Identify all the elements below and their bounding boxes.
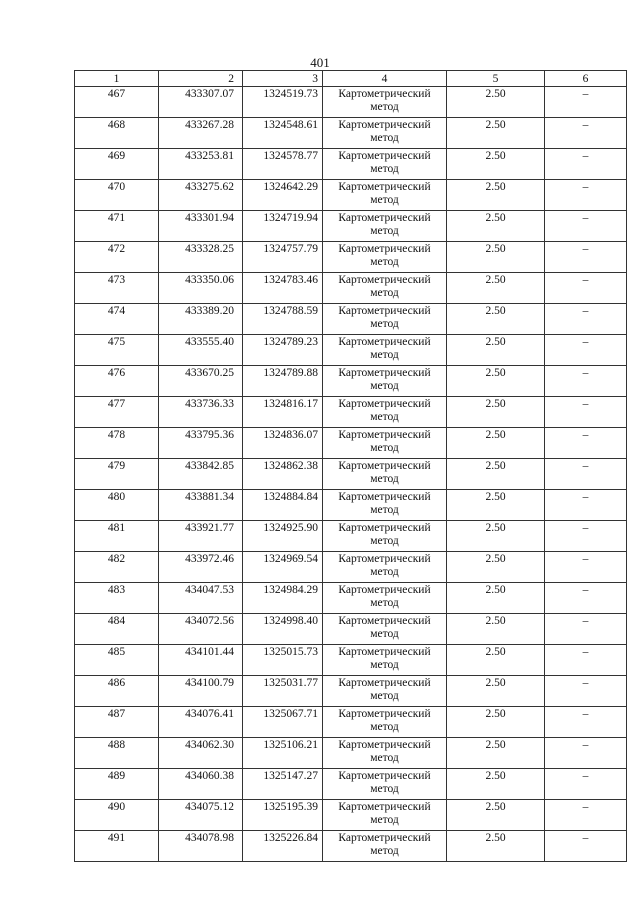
x-coordinate-cell: 433301.94 [159, 211, 243, 242]
y-coordinate-cell: 1325031.77 [243, 676, 323, 707]
x-coordinate-cell: 434076.41 [159, 707, 243, 738]
x-coordinate-cell: 433275.62 [159, 180, 243, 211]
note-cell: – [545, 676, 627, 707]
accuracy-cell: 2.50 [447, 211, 545, 242]
accuracy-cell: 2.50 [447, 366, 545, 397]
y-coordinate-cell: 1324925.90 [243, 521, 323, 552]
method-cell: Картометрический метод [323, 149, 447, 180]
accuracy-cell: 2.50 [447, 707, 545, 738]
point-number-cell: 476 [75, 366, 159, 397]
table-row [75, 738, 627, 769]
table-row [75, 552, 627, 583]
point-number-cell: 487 [75, 707, 159, 738]
note-cell: – [545, 707, 627, 738]
point-number-cell: 474 [75, 304, 159, 335]
method-cell: Картометрический метод [323, 335, 447, 366]
note-cell: – [545, 273, 627, 304]
x-coordinate-cell: 433350.06 [159, 273, 243, 304]
y-coordinate-cell: 1324816.17 [243, 397, 323, 428]
method-cell: Картометрический метод [323, 273, 447, 304]
accuracy-cell: 2.50 [447, 645, 545, 676]
accuracy-cell: 2.50 [447, 676, 545, 707]
table-row [75, 831, 627, 862]
note-cell: – [545, 800, 627, 831]
table-row [75, 87, 627, 118]
note-cell: – [545, 428, 627, 459]
point-number-cell: 472 [75, 242, 159, 273]
method-cell: Картометрический метод [323, 552, 447, 583]
y-coordinate-cell: 1324998.40 [243, 614, 323, 645]
note-cell: – [545, 769, 627, 800]
y-coordinate-cell: 1325226.84 [243, 831, 323, 862]
point-number-cell: 490 [75, 800, 159, 831]
accuracy-cell: 2.50 [447, 769, 545, 800]
accuracy-cell: 2.50 [447, 738, 545, 769]
table-row [75, 614, 627, 645]
coordinates-table [74, 70, 627, 862]
accuracy-cell: 2.50 [447, 242, 545, 273]
y-coordinate-cell: 1324642.29 [243, 180, 323, 211]
y-coordinate-cell: 1325147.27 [243, 769, 323, 800]
note-cell: – [545, 149, 627, 180]
point-number-cell: 473 [75, 273, 159, 304]
x-coordinate-cell: 433881.34 [159, 490, 243, 521]
note-cell: – [545, 490, 627, 521]
table-row [75, 273, 627, 304]
x-coordinate-cell: 433670.25 [159, 366, 243, 397]
method-cell: Картометрический метод [323, 800, 447, 831]
point-number-cell: 468 [75, 118, 159, 149]
x-coordinate-cell: 434100.79 [159, 676, 243, 707]
method-cell: Картометрический метод [323, 459, 447, 490]
note-cell: – [545, 87, 627, 118]
accuracy-cell: 2.50 [447, 800, 545, 831]
table-body [75, 87, 627, 862]
x-coordinate-cell: 434075.12 [159, 800, 243, 831]
method-cell: Картометрический метод [323, 676, 447, 707]
table-row [75, 583, 627, 614]
x-coordinate-cell: 433795.36 [159, 428, 243, 459]
y-coordinate-cell: 1324969.54 [243, 552, 323, 583]
x-coordinate-cell: 434062.30 [159, 738, 243, 769]
table-row [75, 304, 627, 335]
table-row [75, 118, 627, 149]
accuracy-cell: 2.50 [447, 490, 545, 521]
method-cell: Картометрический метод [323, 397, 447, 428]
point-number-cell: 469 [75, 149, 159, 180]
method-cell: Картометрический метод [323, 645, 447, 676]
column-header-1: 1 [75, 71, 159, 87]
point-number-cell: 483 [75, 583, 159, 614]
x-coordinate-cell: 434072.56 [159, 614, 243, 645]
x-coordinate-cell: 434078.98 [159, 831, 243, 862]
point-number-cell: 488 [75, 738, 159, 769]
note-cell: – [545, 180, 627, 211]
x-coordinate-cell: 433555.40 [159, 335, 243, 366]
table-row [75, 335, 627, 366]
accuracy-cell: 2.50 [447, 428, 545, 459]
point-number-cell: 481 [75, 521, 159, 552]
point-number-cell: 491 [75, 831, 159, 862]
accuracy-cell: 2.50 [447, 180, 545, 211]
point-number-cell: 477 [75, 397, 159, 428]
y-coordinate-cell: 1324789.23 [243, 335, 323, 366]
method-cell: Картометрический метод [323, 180, 447, 211]
x-coordinate-cell: 433253.81 [159, 149, 243, 180]
method-cell: Картометрический метод [323, 304, 447, 335]
note-cell: – [545, 397, 627, 428]
method-cell: Картометрический метод [323, 242, 447, 273]
method-cell: Картометрический метод [323, 211, 447, 242]
x-coordinate-cell: 433307.07 [159, 87, 243, 118]
y-coordinate-cell: 1324789.88 [243, 366, 323, 397]
column-header-5: 5 [447, 71, 545, 87]
method-cell: Картометрический метод [323, 769, 447, 800]
note-cell: – [545, 831, 627, 862]
table-row [75, 397, 627, 428]
table-row [75, 769, 627, 800]
table-row [75, 645, 627, 676]
y-coordinate-cell: 1324578.77 [243, 149, 323, 180]
note-cell: – [545, 366, 627, 397]
column-header-2: 2 [159, 71, 243, 87]
table-row [75, 707, 627, 738]
point-number-cell: 478 [75, 428, 159, 459]
method-cell: Картометрический метод [323, 118, 447, 149]
point-number-cell: 485 [75, 645, 159, 676]
point-number-cell: 475 [75, 335, 159, 366]
column-header-6: 6 [545, 71, 627, 87]
x-coordinate-cell: 434060.38 [159, 769, 243, 800]
note-cell: – [545, 211, 627, 242]
note-cell: – [545, 459, 627, 490]
y-coordinate-cell: 1324519.73 [243, 87, 323, 118]
x-coordinate-cell: 433842.85 [159, 459, 243, 490]
point-number-cell: 486 [75, 676, 159, 707]
y-coordinate-cell: 1324984.29 [243, 583, 323, 614]
point-number-cell: 489 [75, 769, 159, 800]
note-cell: – [545, 335, 627, 366]
x-coordinate-cell: 433328.25 [159, 242, 243, 273]
point-number-cell: 479 [75, 459, 159, 490]
method-cell: Картометрический метод [323, 521, 447, 552]
x-coordinate-cell: 433921.77 [159, 521, 243, 552]
accuracy-cell: 2.50 [447, 397, 545, 428]
accuracy-cell: 2.50 [447, 87, 545, 118]
column-header-3: 3 [243, 71, 323, 87]
note-cell: – [545, 304, 627, 335]
table-row [75, 149, 627, 180]
accuracy-cell: 2.50 [447, 335, 545, 366]
table-row [75, 366, 627, 397]
table-row [75, 800, 627, 831]
x-coordinate-cell: 433972.46 [159, 552, 243, 583]
column-header-4: 4 [323, 71, 447, 87]
y-coordinate-cell: 1324884.84 [243, 490, 323, 521]
method-cell: Картометрический метод [323, 490, 447, 521]
y-coordinate-cell: 1325015.73 [243, 645, 323, 676]
page-number: 401 [310, 55, 330, 70]
accuracy-cell: 2.50 [447, 118, 545, 149]
note-cell: – [545, 738, 627, 769]
method-cell: Картометрический метод [323, 614, 447, 645]
y-coordinate-cell: 1325067.71 [243, 707, 323, 738]
table-row [75, 180, 627, 211]
x-coordinate-cell: 434047.53 [159, 583, 243, 614]
accuracy-cell: 2.50 [447, 459, 545, 490]
y-coordinate-cell: 1324836.07 [243, 428, 323, 459]
method-cell: Картометрический метод [323, 583, 447, 614]
y-coordinate-cell: 1324757.79 [243, 242, 323, 273]
table-row [75, 428, 627, 459]
note-cell: – [545, 614, 627, 645]
accuracy-cell: 2.50 [447, 552, 545, 583]
point-number-cell: 471 [75, 211, 159, 242]
table-row [75, 459, 627, 490]
point-number-cell: 470 [75, 180, 159, 211]
method-cell: Картометрический метод [323, 366, 447, 397]
method-cell: Картометрический метод [323, 707, 447, 738]
y-coordinate-cell: 1324788.59 [243, 304, 323, 335]
accuracy-cell: 2.50 [447, 304, 545, 335]
y-coordinate-cell: 1325195.39 [243, 800, 323, 831]
accuracy-cell: 2.50 [447, 614, 545, 645]
accuracy-cell: 2.50 [447, 583, 545, 614]
table-row [75, 521, 627, 552]
note-cell: – [545, 521, 627, 552]
note-cell: – [545, 242, 627, 273]
x-coordinate-cell: 434101.44 [159, 645, 243, 676]
accuracy-cell: 2.50 [447, 149, 545, 180]
y-coordinate-cell: 1324548.61 [243, 118, 323, 149]
point-number-cell: 484 [75, 614, 159, 645]
y-coordinate-cell: 1324783.46 [243, 273, 323, 304]
note-cell: – [545, 645, 627, 676]
y-coordinate-cell: 1324862.38 [243, 459, 323, 490]
note-cell: – [545, 118, 627, 149]
table-row [75, 676, 627, 707]
note-cell: – [545, 552, 627, 583]
y-coordinate-cell: 1324719.94 [243, 211, 323, 242]
table-header-row [75, 71, 627, 87]
method-cell: Картометрический метод [323, 87, 447, 118]
point-number-cell: 480 [75, 490, 159, 521]
x-coordinate-cell: 433389.20 [159, 304, 243, 335]
method-cell: Картометрический метод [323, 831, 447, 862]
accuracy-cell: 2.50 [447, 273, 545, 304]
method-cell: Картометрический метод [323, 738, 447, 769]
y-coordinate-cell: 1325106.21 [243, 738, 323, 769]
note-cell: – [545, 583, 627, 614]
table-row [75, 211, 627, 242]
point-number-cell: 482 [75, 552, 159, 583]
point-number-cell: 467 [75, 87, 159, 118]
x-coordinate-cell: 433736.33 [159, 397, 243, 428]
accuracy-cell: 2.50 [447, 521, 545, 552]
method-cell: Картометрический метод [323, 428, 447, 459]
x-coordinate-cell: 433267.28 [159, 118, 243, 149]
table-row [75, 242, 627, 273]
accuracy-cell: 2.50 [447, 831, 545, 862]
table-row [75, 490, 627, 521]
